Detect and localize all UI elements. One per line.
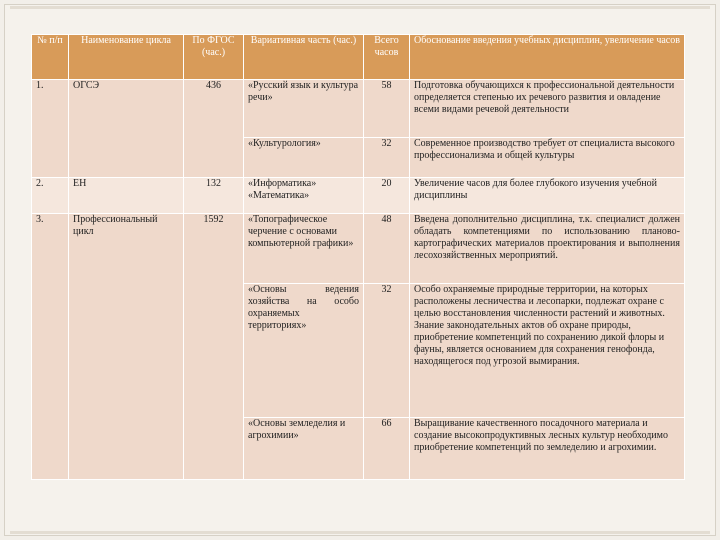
header-total: Всего часов (364, 35, 410, 80)
row-total-hours: 32 (364, 138, 410, 178)
row-cycle: Профессиональный цикл (69, 214, 184, 480)
slide-bottom-border (10, 531, 710, 534)
row-discipline: «Основы земледелия и агрохимии» (244, 418, 364, 480)
header-num: № п/п (32, 35, 69, 80)
row-discipline: «Культурология» (244, 138, 364, 178)
row-total-hours: 66 (364, 418, 410, 480)
table-header (32, 35, 685, 80)
row-total-hours: 20 (364, 178, 410, 214)
curriculum-table (31, 34, 685, 480)
row-fgos-hours: 1592 (184, 214, 244, 480)
row-discipline: «Топографическое черчение с основами компьютерной графики» (244, 214, 364, 284)
header-fgos: По ФГОС (час.) (184, 35, 244, 80)
header-cycle: Наименование цикла (69, 35, 184, 80)
slide-top-border (10, 6, 710, 9)
row-num: 1. (32, 80, 69, 178)
header-row (32, 35, 685, 80)
header-justification: Обоснование введения учебных дисциплин, увеличение часов (410, 35, 685, 80)
row-justification: Современное производство требует от специалиста высокого профессионализма и общей культуры (410, 138, 685, 178)
row-total-hours: 32 (364, 284, 410, 418)
row-cycle: ОГСЭ (69, 80, 184, 178)
row-justification: Увеличение часов для более глубокого изучения учебной дисциплины (410, 178, 685, 214)
row-cycle: ЕН (69, 178, 184, 214)
row-justification: Особо охраняемые природные территории, на которых расположены лесничества и лесопарки, подлежат охране с целью восстановления численности растений и животных. Знание законодательных актов об охране природы, приобретение компетенций по сохранению дикой флоры и фауны, является основанием для сохранения генофонда, находящегося под угрозой вымирания. (410, 284, 685, 418)
row-justification: Подготовка обучающихся к профессиональной деятельности определяется степенью их речевого развития и овладение всеми видами речевой деятельности (410, 80, 685, 138)
row-total-hours: 48 (364, 214, 410, 284)
row-discipline: «Основы ведения хозяйства на особо охраняемых территориях» (244, 284, 364, 418)
header-variative: Вариативная часть (час.) (244, 35, 364, 80)
row-num: 2. (32, 178, 69, 214)
row-num: 3. (32, 214, 69, 480)
row-discipline: «Информатика» «Математика» (244, 178, 364, 214)
table-row (32, 214, 685, 284)
table-row (32, 80, 685, 138)
row-total-hours: 58 (364, 80, 410, 138)
row-fgos-hours: 132 (184, 178, 244, 214)
row-fgos-hours: 436 (184, 80, 244, 178)
row-discipline: «Русский язык и культура речи» (244, 80, 364, 138)
row-justification: Введена дополнительно дисциплина, т.к. специалист должен обладать компетенциями по использованию планово-картографических материалов проектирования и выполнения лесохозяйственных мероприятий. (410, 214, 685, 284)
table-row (32, 178, 685, 214)
row-justification: Выращивание качественного посадочного материала и создание высокопродуктивных лесных культур необходимо приобретение компетенций по земледелию и агрохимии. (410, 418, 685, 480)
